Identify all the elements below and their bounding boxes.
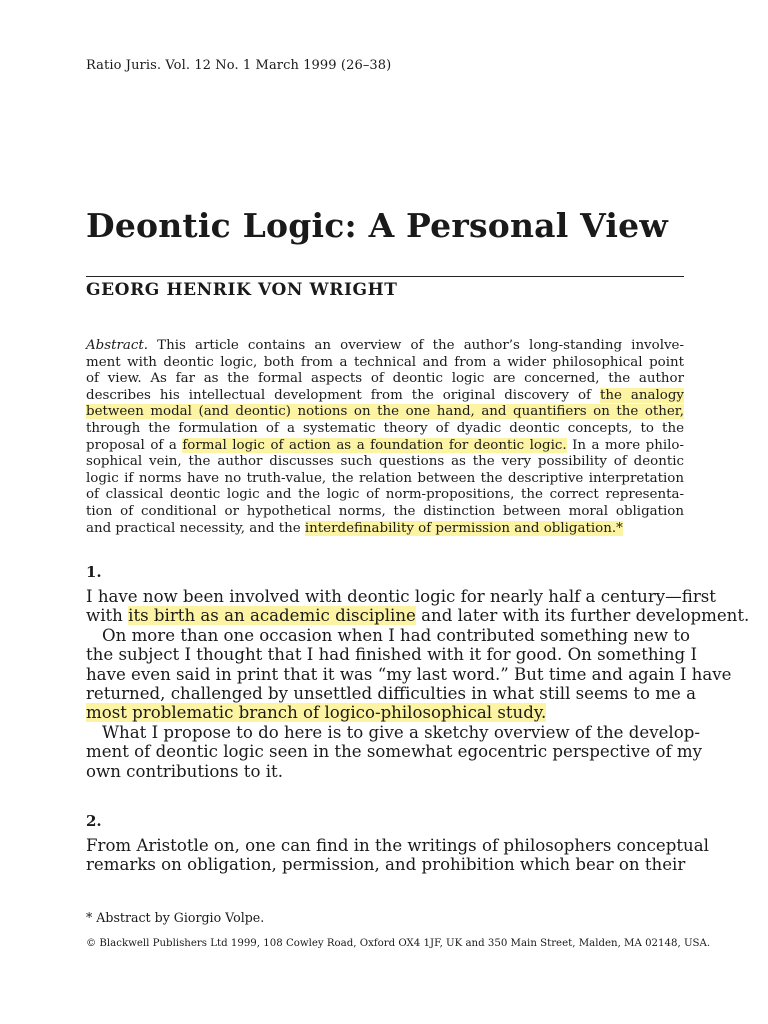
text-span: What I propose to do here is to give a sketchy overview of the develop-	[102, 722, 700, 742]
highlighted-text: its birth as an academic discipline	[128, 606, 416, 626]
section-2-body	[86, 836, 709, 875]
text-line	[86, 645, 698, 665]
text-span: ment with deontic logic, both from a technical and from a wider philosophical point	[86, 354, 684, 370]
journal-citation: Ratio Juris. Vol. 12 No. 1 March 1999 (26–38)	[86, 58, 392, 73]
text-span: the subject I thought that I had finished with it for good. On something I	[86, 645, 698, 665]
section-1-heading: 1.	[86, 563, 102, 581]
text-span: and practical necessity, and the	[86, 520, 305, 536]
text-span: through the formulation of a systematic theory of dyadic deontic concepts, to the	[86, 420, 684, 436]
text-line	[86, 504, 684, 521]
text-line	[86, 404, 684, 421]
section-1-body	[86, 587, 750, 781]
text-line	[86, 703, 684, 722]
text-span: This article contains an overview of the author’s long-standing involve-	[148, 338, 684, 353]
highlighted-text: between modal (and deontic) notions on the one hand, and quantifiers on the other,	[86, 404, 684, 420]
text-line	[86, 587, 716, 606]
text-line	[86, 521, 684, 538]
text-line	[86, 606, 750, 626]
text-line	[86, 742, 702, 762]
text-span: proposal of a	[86, 437, 183, 453]
text-span: remarks on obligation, permission, and prohibition which bear on their	[86, 855, 686, 875]
text-span: with	[86, 606, 129, 626]
text-line	[86, 388, 684, 405]
text-line	[86, 836, 709, 855]
text-span: On more than one occasion when I had contributed something new to	[102, 625, 691, 645]
footnote: * Abstract by Giorgio Volpe.	[86, 910, 265, 925]
text-line	[86, 454, 684, 471]
text-span: of classical deontic logic and the logic of norm-propositions, the correct representa-	[86, 487, 684, 503]
text-line	[86, 684, 697, 704]
text-span: and later with its further development.	[415, 606, 750, 626]
text-line	[86, 438, 684, 455]
text-line	[86, 487, 684, 504]
author-name: GEORG HENRIK VON WRIGHT	[86, 280, 398, 300]
text-span: In a more philo-	[566, 437, 684, 453]
text-line	[86, 625, 691, 645]
highlighted-text: formal logic of action as a foundation for deontic logic.	[182, 437, 567, 453]
text-span: of view. As far as the formal aspects of deontic logic are concerned, the author	[86, 371, 684, 387]
text-line	[86, 338, 684, 355]
text-line	[86, 471, 684, 488]
text-span: returned, challenged by unsettled difficulties in what still seems to me a	[86, 684, 697, 704]
text-line	[86, 355, 684, 372]
text-line	[86, 421, 684, 438]
text-span: describes his intellectual development from the original discovery of	[86, 387, 600, 403]
text-line	[86, 664, 732, 684]
abstract-label: Abstract.	[86, 338, 149, 353]
text-span: sophical vein, the author discusses such questions as the very possibility of deontic	[86, 454, 684, 470]
text-span: own contributions to it.	[86, 761, 283, 781]
section-2-heading: 2.	[86, 812, 102, 830]
text-span: have even said in print that it was “my last word.” But time and again I have	[86, 664, 732, 684]
text-span: From Aristotle on, one can find in the writings of philosophers conceptual	[86, 836, 709, 855]
text-line	[86, 722, 700, 742]
text-span: I have now been involved with deontic logic for nearly half a century—first	[86, 587, 716, 606]
text-line	[86, 371, 684, 388]
article-title: Deontic Logic: A Personal View	[86, 206, 668, 245]
text-span: tion of conditional or hypothetical norms, the distinction between moral obligation	[86, 503, 684, 519]
text-span: logic if norms have no truth-value, the relation between the descriptive interpretation	[86, 470, 684, 486]
highlighted-text: interdefinability of permission and obligation.*	[304, 520, 623, 536]
text-span: ment of deontic logic seen in the somewhat egocentric perspective of my	[86, 742, 702, 762]
title-rule	[86, 276, 684, 277]
highlighted-text: most problematic branch of logico-philosophical study.	[86, 703, 547, 723]
abstract-paragraph	[86, 338, 684, 537]
highlighted-text: the analogy	[600, 387, 685, 403]
text-line	[86, 762, 684, 781]
copyright-line: © Blackwell Publishers Ltd 1999, 108 Cowley Road, Oxford OX4 1JF, UK and 350 Main Street, Malden, MA 02148, USA.	[86, 938, 711, 949]
text-line	[86, 855, 684, 874]
